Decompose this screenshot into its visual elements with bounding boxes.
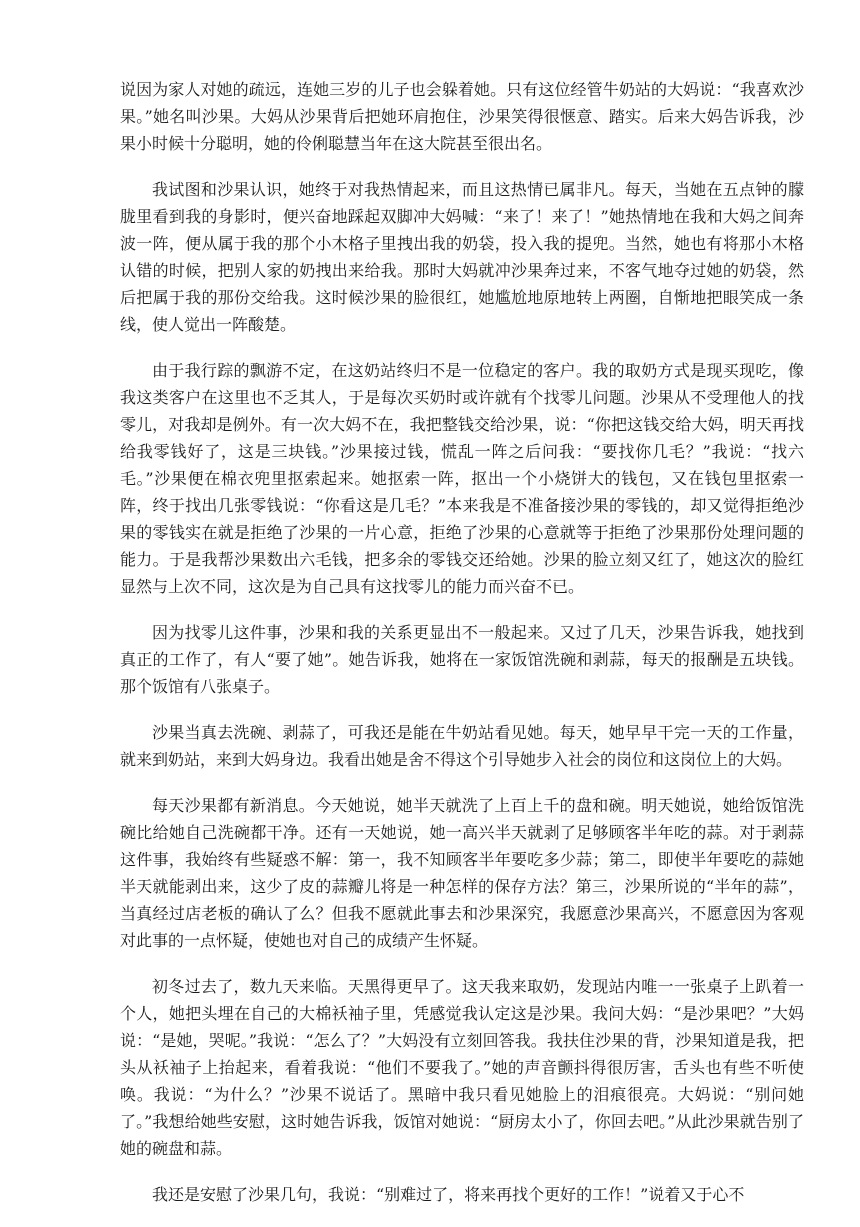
paragraph-7: 初冬过去了，数九天来临。天黑得更早了。这天我来取奶，发现站内唯一一张桌子上趴着一个人，她把头埋在自己的大棉袄袖子里，凭感觉我认定这是沙果。我问大妈：“是沙果吧？”大妈说：“是她，哭呢。”我说：“怎么了？”大妈没有立刻回答我。我扶住沙果的背，沙果知道是我，把头从袄袖子上抬起来，看着我说：“他们不要我了。”她的声音颤抖得很厉害，舌头也有些不听使唤。我说：“为什么？”沙果不说话了。黑暗中我只看见她脸上的泪痕很亮。大妈说：“别问她了。”我想给她些安慰，这时她告诉我，饭馆对她说：“厨房太小了，你回去吧。”从此沙果就告别了她的碗盘和蒜。	[120, 977, 804, 1158]
paragraph-6: 每天沙果都有新消息。今天她说，她半天就洗了上百上千的盘和碗。明天她说，她给饭馆洗碗比给她自己洗碗都干净。还有一天她说，她一高兴半天就剥了足够顾客半年吃的蒜。对于剥蒜这件事，我始终有些疑惑不解：第一，我不知顾客半年要吃多少蒜；第二，即使半年要吃的蒜她半天就能剥出来，这少了皮的蒜瓣儿将是一种怎样的保存方法？第三，沙果所说的“半年的蒜”，当真经过店老板的确认了么？但我不愿就此事去和沙果深究，我愿意沙果高兴，不愿意因为客观对此事的一点怀疑，使她也对自己的成绩产生怀疑。	[120, 796, 804, 950]
paragraph-2: 我试图和沙果认识，她终于对我热情起来，而且这热情已属非凡。每天，当她在五点钟的朦胧里看到我的身影时，便兴奋地踩起双脚冲大妈喊：“来了！来了！”她热情地在我和大妈之间奔波一阵，便从属于我的那个小木格子里拽出我的奶袋，投入我的提兜。当然，她也有将那小木格认错的时候，把别人家的奶拽出来给我。那时大妈就冲沙果奔过来，不客气地夺过她的奶袋，然后把属于我的那份交给我。这时候沙果的脸很红，她尴尬地原地转上两圈，自惭地把眼笑成一条线，使人觉出一阵酸楚。	[120, 180, 804, 334]
paragraph-4: 因为找零儿这件事，沙果和我的关系更显出不一般起来。又过了几天，沙果告诉我，她找到真正的工作了，有人“要了她”。她告诉我，她将在一家饭馆洗碗和剥蒜，每天的报酬是五块钱。那个饭馆有八张桌子。	[120, 623, 804, 696]
paragraph-3: 由于我行踪的飘游不定，在这奶站终归不是一位稳定的客户。我的取奶方式是现买现吃，像我这类客户在这里也不乏其人，于是每次买奶时或许就有个找零儿问题。沙果从不受理他人的找零儿，对我却是例外。有一次大妈不在，我把整钱交给沙果，说：“你把这钱交给大妈，明天再找给我零钱好了，这是三块钱。”沙果接过钱，慌乱一阵之后问我：“要找你几毛？”我说：“找六毛。”沙果便在棉衣兜里抠索起来。她抠索一阵，抠出一个小烧饼大的钱包，又在钱包里抠索一阵，终于找出几张零钱说：“你看这是几毛？”本来我是不准备接沙果的零钱的，却又觉得拒绝沙果的零钱实在就是拒绝了沙果的一片心意，拒绝了沙果的心意就等于拒绝了沙果那份处理问题的能力。于是我帮沙果数出六毛钱，把多余的零钱交还给她。沙果的脸立刻又红了，她这次的脸红显然与上次不同，这次是为自己具有这找零儿的能力而兴奋不已。	[120, 361, 804, 596]
paragraph-5: 沙果当真去洗碗、剥蒜了，可我还是能在牛奶站看见她。每天，她早早干完一天的工作量，就来到奶站，来到大妈身边。我看出她是舍不得这个引导她步入社会的岗位和这岗位上的大妈。	[120, 723, 804, 769]
paragraph-1: 说因为家人对她的疏远，连她三岁的儿子也会躲着她。只有这位经管牛奶站的大妈说：“我喜欢沙果。”她名叫沙果。大妈从沙果背后把她环肩抱住，沙果笑得很惬意、踏实。后来大妈告诉我，沙果小时候十分聪明，她的伶俐聪慧当年在这大院甚至很出名。	[120, 80, 804, 153]
paragraph-8: 我还是安慰了沙果几句，我说：“别难过了，将来再找个更好的工作！”说着又于心不	[152, 1185, 745, 1204]
document-page	[120, 76, 804, 1227]
